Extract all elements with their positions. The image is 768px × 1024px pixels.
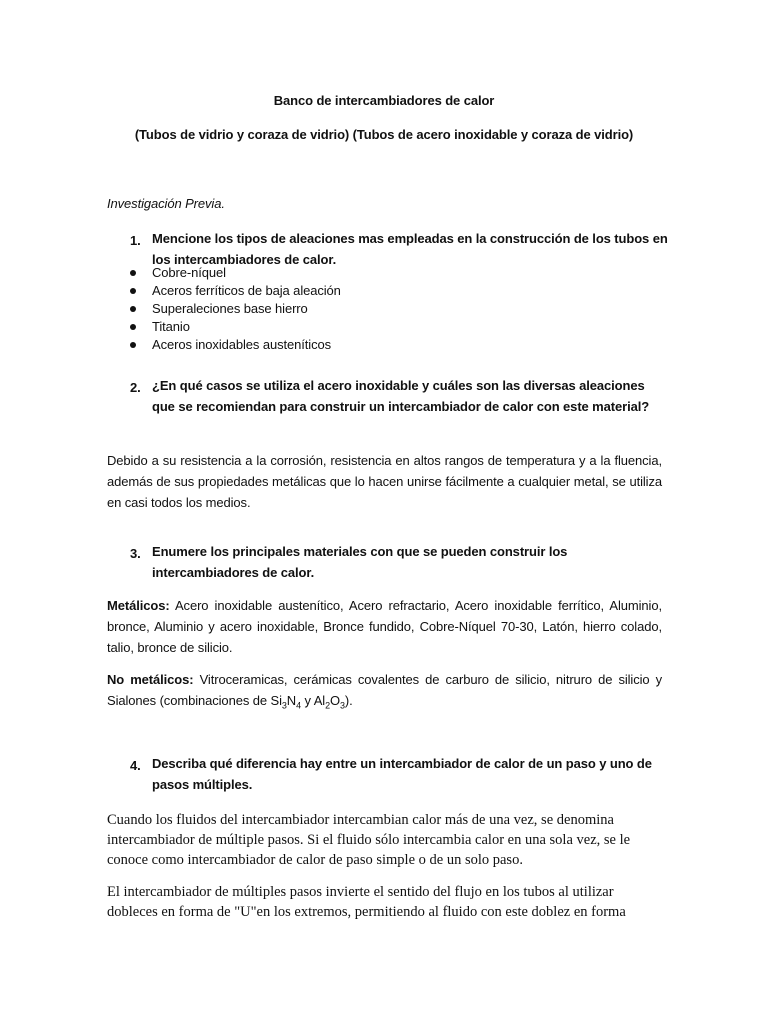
section-label: Investigación Previa. xyxy=(107,196,225,211)
list-item xyxy=(130,300,341,318)
list-item xyxy=(130,336,341,354)
nonmetallic-label: No metálicos: xyxy=(107,672,194,687)
document-title: Banco de intercambiadores de calor xyxy=(273,93,495,108)
list-item-label: Cobre-níquel xyxy=(152,265,226,280)
question-4-text: Describa qué diferencia hay entre un intercambiador de calor de un paso y uno de pasos múltiples. xyxy=(152,756,652,792)
metallic-label: Metálicos: xyxy=(107,598,170,613)
list-item-label: Aceros inoxidables austeníticos xyxy=(152,337,332,352)
list-item-label: Titanio xyxy=(152,319,190,334)
list-item-label: Aceros ferríticos de baja aleación xyxy=(152,283,341,298)
alloy-list xyxy=(130,264,341,354)
question-4-number: 4. xyxy=(130,758,141,773)
metallic-text: Acero inoxidable austenítico, Acero refractario, Acero inoxidable ferrítico, Aluminio, bronce, Aluminio y acero inoxidable, Bronce fundido, Cobre-Níquel 70-30, Latón, hierro colado, talio, bronce de silicio. xyxy=(107,598,662,655)
bullet-icon xyxy=(130,306,136,312)
nonmetallic-text: Vitroceramicas, cerámicas covalentes de carburo de silicio, nitruro de silicio y Sialones (combinaciones de xyxy=(107,672,663,708)
list-item xyxy=(130,318,341,336)
list-item-label: Superaleciones base hierro xyxy=(152,301,308,316)
bullet-icon xyxy=(130,270,136,276)
question-1-text: Mencione los tipos de aleaciones mas empleadas en la construcción de los tubos en los intercambiadores de calor. xyxy=(152,231,668,267)
bullet-icon xyxy=(130,342,136,348)
bullet-icon xyxy=(130,288,136,294)
nonmetallic-materials-paragraph: No metálicos: Vitroceramicas, cerámicas covalentes de carburo de silicio, nitruro de silicio y Sialones (combinaciones de $Si_3N_4$ y $Al_2O_3$). xyxy=(107,672,663,711)
question-1-number: 1. xyxy=(130,233,141,248)
formula-silicon-nitride: $Si_3N_4$ xyxy=(270,693,301,711)
formula-alumina: $Al_2O_3$ xyxy=(313,693,345,711)
document-subtitle: (Tubos de vidrio y coraza de vidrio) (Tubos de acero inoxidable y coraza de vidrio) xyxy=(134,127,634,142)
bullet-icon xyxy=(130,324,136,330)
list-item xyxy=(130,282,341,300)
question-2-text: ¿En qué casos se utiliza el acero inoxidable y cuáles son las diversas aleaciones que se recomiendan para construir un intercambiador de calor con este material? xyxy=(152,378,650,414)
question-2-number: 2. xyxy=(130,380,141,395)
question-3-number: 3. xyxy=(130,546,141,561)
question-4-answer-paragraph-1: Cuando los fluidos del intercambiador intercambian calor más de una vez, se denomina intercambiador de múltiple pasos. Si el fluido sólo intercambia calor en una sola vez, se le conoce como intercambiador de calor de paso simple o de un solo paso. xyxy=(107,812,631,868)
list-item xyxy=(130,264,341,282)
question-3-text: Enumere los principales materiales con que se pueden construir los intercambiadores de calor. xyxy=(152,544,568,580)
metallic-materials-paragraph xyxy=(107,595,662,658)
question-2-answer: Debido a su resistencia a la corrosión, resistencia en altos rangos de temperatura y a la fluencia, además de sus propiedades metálicas que lo hacen unirse fácilmente a cualquier metal, se utiliza en casi todos los medios. xyxy=(107,453,662,510)
question-4-answer-paragraph-2: El intercambiador de múltiples pasos invierte el sentido del flujo en los tubos al utilizar dobleces en forma de "U"en los extremos, permitiendo al fluido con este doblez en forma xyxy=(107,884,626,920)
